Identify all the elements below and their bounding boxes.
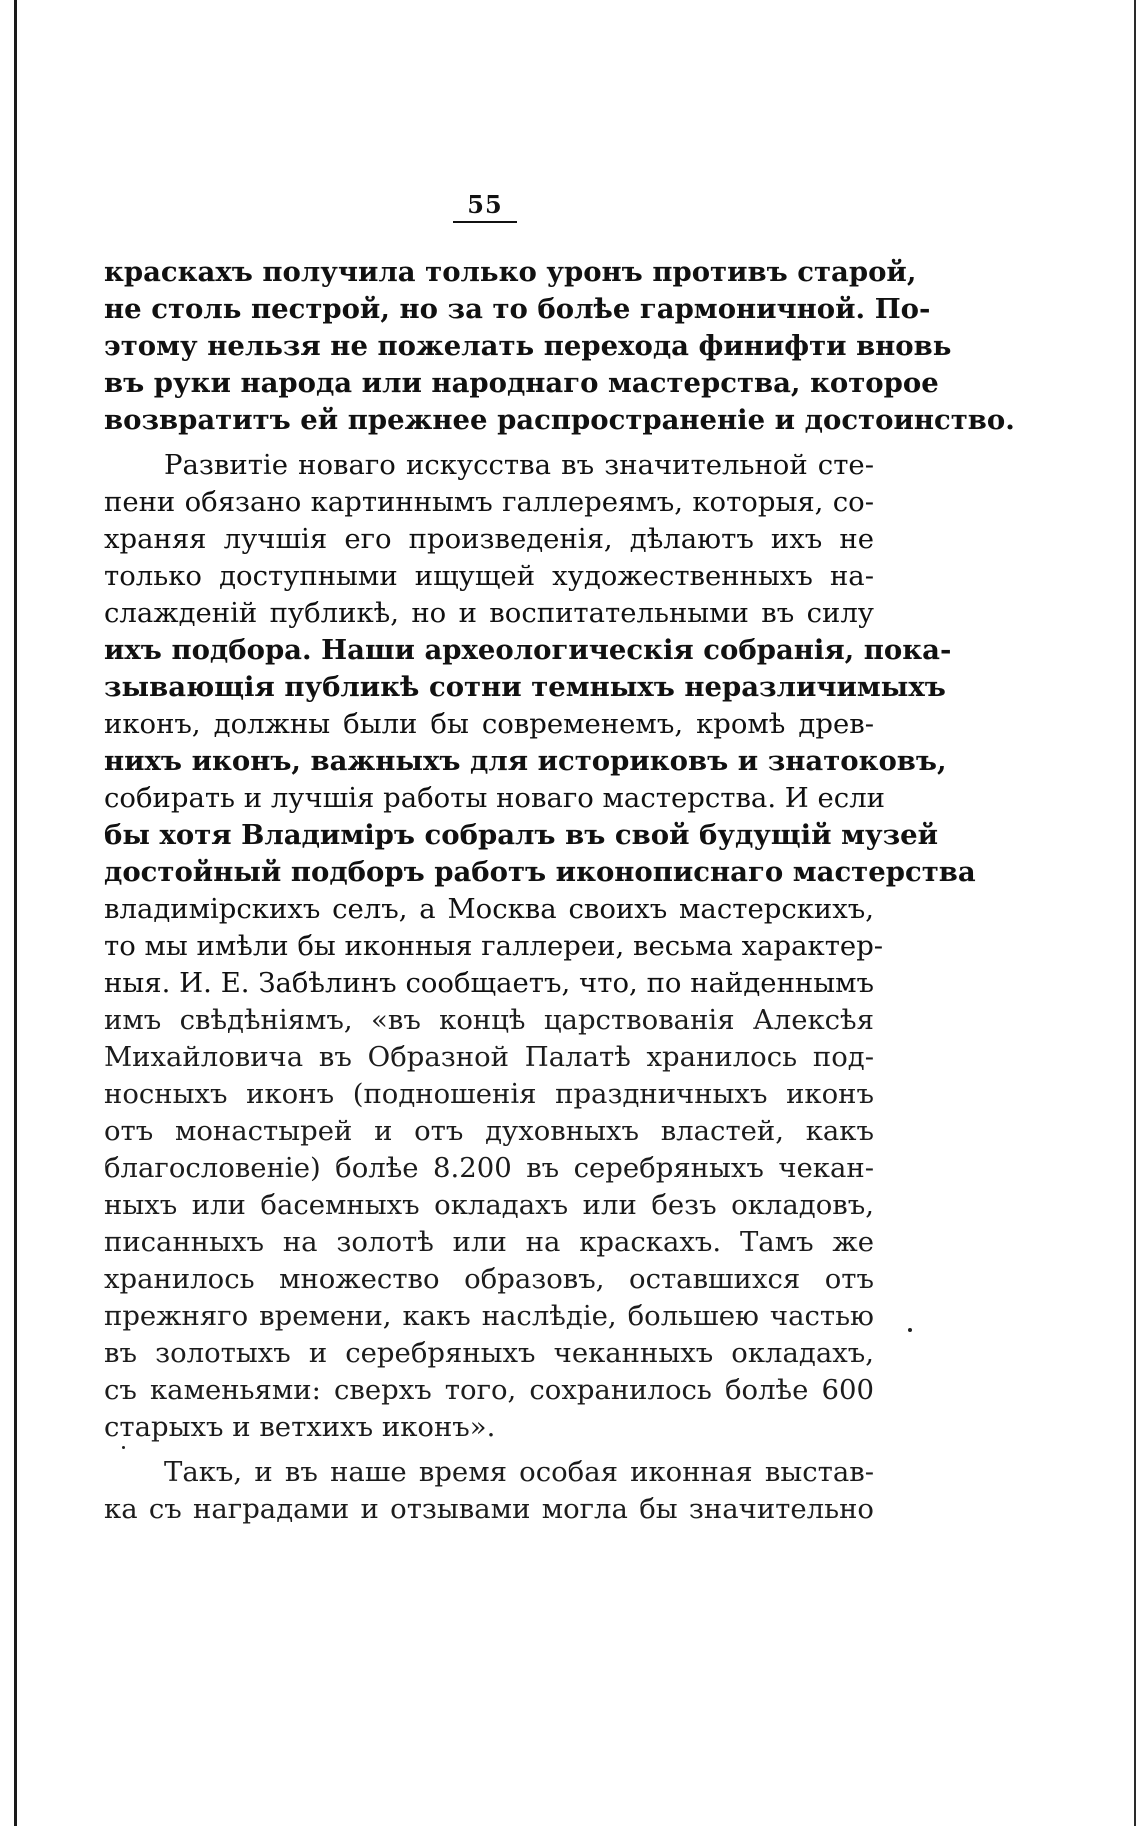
text-line: бы хотя Владиміръ собралъ въ свой будущій музей — [104, 819, 939, 851]
text-line: храняя лучшія его произведенія, дѣлаютъ ихъ не — [104, 523, 874, 555]
text-line: въ золотыхъ и серебряныхъ чеканныхъ окладахъ, — [104, 1337, 874, 1369]
text-line: отъ монастырей и отъ духовныхъ властей, какъ — [104, 1115, 874, 1147]
page-number: 55 — [453, 190, 516, 223]
paragraph-gap — [104, 1446, 874, 1454]
text-body — [104, 254, 1015, 1528]
print-speck — [122, 1446, 125, 1449]
text-line: благословеніе) болѣе 8.200 въ серебряныхъ чекан- — [104, 1152, 874, 1184]
text-line: слажденій публикѣ, но и воспитательными въ силу — [104, 597, 874, 629]
text-line: нихъ иконъ, важныхъ для историковъ и знатоковъ, — [104, 745, 947, 777]
scan-edge-left — [14, 0, 17, 1826]
text-line: владимірскихъ селъ, а Москва своихъ мастерскихъ, — [104, 893, 874, 925]
text-line: не столь пестрой, но за то болѣе гармоничной. По- — [104, 293, 931, 325]
paragraph-2 — [104, 447, 976, 1446]
text-line: съ каменьями: сверхъ того, сохранилось болѣе 600 — [104, 1374, 874, 1406]
paragraph-1 — [104, 254, 1015, 439]
text-line: прежняго времени, какъ наслѣдіе, большею частью — [104, 1300, 874, 1332]
text-line: Развитіе новаго искусства въ значительной сте- — [164, 449, 874, 481]
text-line: краскахъ получила только уронъ противъ старой, — [104, 256, 917, 288]
text-line: собирать и лучшія работы новаго мастерства. И если — [104, 782, 885, 814]
text-line: зывающія публикѣ сотни темныхъ неразличимыхъ — [104, 671, 946, 703]
text-line: хранилось множество образовъ, оставшихся отъ — [104, 1263, 874, 1295]
text-line: достойный подборъ работъ иконописнаго мастерства — [104, 856, 976, 888]
page-header — [440, 190, 530, 223]
text-line: этому нельзя не пожелать перехода финифти вновь — [104, 330, 952, 362]
text-line: возвратитъ ей прежнее распространеніе и достоинство. — [104, 404, 1015, 436]
text-line: писанныхъ на золотѣ или на краскахъ. Тамъ же — [104, 1226, 874, 1258]
paragraph-gap — [104, 439, 874, 447]
text-line: носныхъ иконъ (подношенія праздничныхъ иконъ — [104, 1078, 874, 1110]
text-line: иконъ, должны были бы современемъ, кромѣ древ- — [104, 708, 874, 740]
text-line: только доступными ищущей художественныхъ на- — [104, 560, 874, 592]
text-line: старыхъ и ветхихъ иконъ». — [104, 1411, 496, 1443]
scan-edge-right — [1134, 0, 1136, 1826]
text-line: въ руки народа или народнаго мастерства, которое — [104, 367, 939, 399]
text-line: ихъ подбора. Наши археологическія собранія, пока- — [104, 634, 952, 666]
text-line: ныя. И. Е. Забѣлинъ сообщаетъ, что, по найденнымъ — [104, 967, 874, 999]
paragraph-3 — [104, 1454, 874, 1528]
text-line: ныхъ или басемныхъ окладахъ или безъ окладовъ, — [104, 1189, 874, 1221]
text-line: Такъ, и въ наше время особая иконная выстав- — [164, 1456, 874, 1488]
text-line: Михайловича въ Образной Палатѣ хранилось под- — [104, 1041, 874, 1073]
print-speck — [908, 1328, 912, 1332]
text-line: пени обязано картиннымъ галлереямъ, которыя, со- — [104, 486, 874, 518]
text-line: ка съ наградами и отзывами могла бы значительно — [104, 1493, 874, 1525]
text-line: имъ свѣдѣніямъ, «въ концѣ царствованія Алексѣя — [104, 1004, 874, 1036]
text-line: то мы имѣли бы иконныя галлереи, весьма характер- — [104, 930, 884, 962]
